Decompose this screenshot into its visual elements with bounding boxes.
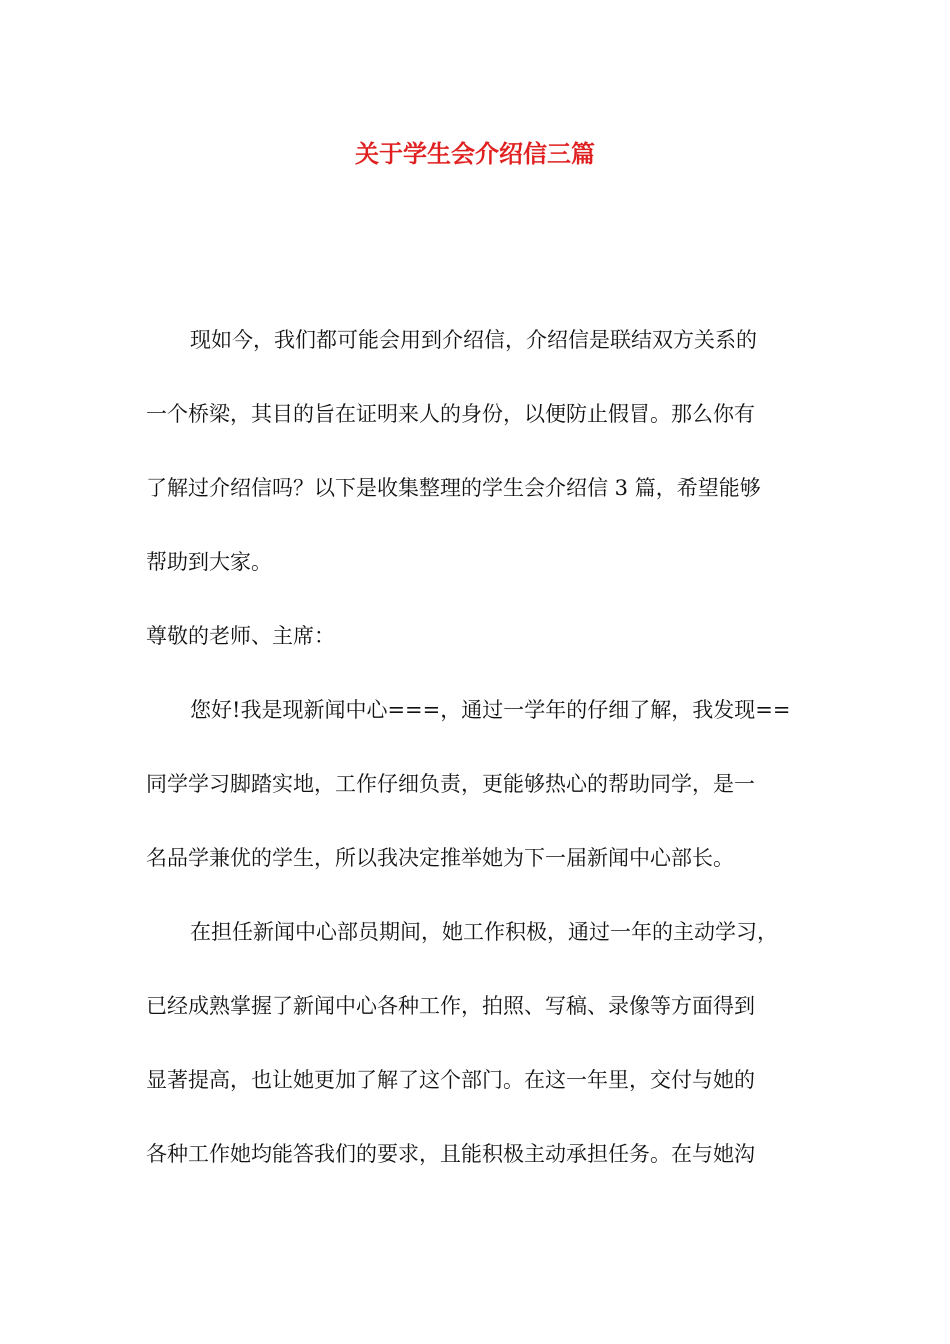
paragraph-line: 现如今，我们都可能会用到介绍信，介绍信是联结双方关系的 — [190, 328, 757, 352]
salutation: 尊敬的老师、主席： — [146, 624, 335, 648]
paragraph-line: 您好!我是现新闻中心===，通过一学年的仔细了解，我发现== — [190, 698, 791, 722]
paragraph-line: 同学学习脚踏实地，工作仔细负责，更能够热心的帮助同学，是一 — [146, 772, 755, 796]
paragraph-line: 在担任新闻中心部员期间，她工作积极，通过一年的主动学习， — [190, 920, 778, 944]
paragraph-line: 显著提高，也让她更加了解了这个部门。在这一年里，交付与她的 — [146, 1068, 755, 1092]
document-body — [146, 318, 811, 1206]
paragraph-line: 已经成熟掌握了新闻中心各种工作，拍照、写稿、录像等方面得到 — [146, 994, 755, 1018]
paragraph-line: 一个桥梁，其目的旨在证明来人的身份，以便防止假冒。那么你有 — [146, 402, 755, 426]
paragraph-line: 名品学兼优的学生，所以我决定推举她为下一届新闻中心部长。 — [146, 846, 734, 870]
document-title: 关于学生会介绍信三篇 — [355, 140, 595, 168]
paragraph-line: 帮助到大家。 — [146, 550, 272, 574]
paragraph-line: 各种工作她均能答我们的要求，且能积极主动承担任务。在与她沟 — [146, 1142, 755, 1166]
paragraph-line: 了解过介绍信吗？以下是收集整理的学生会介绍信 3 篇，希望能够 — [146, 476, 761, 500]
